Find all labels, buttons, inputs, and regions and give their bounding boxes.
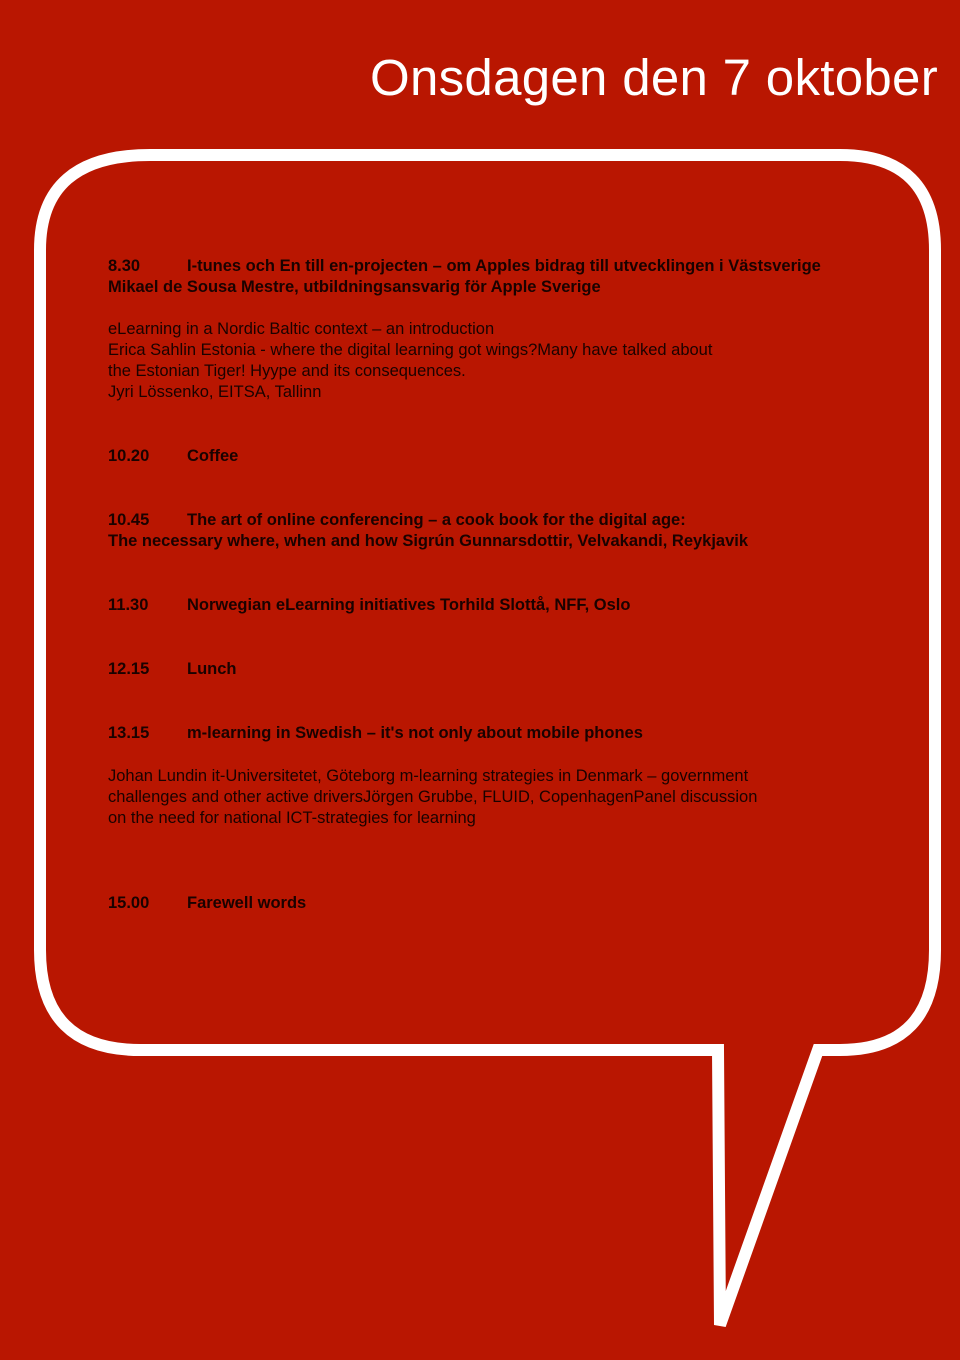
text-line: on the need for national ICT-strategies for learning xyxy=(108,809,476,827)
session-1045 xyxy=(108,510,868,552)
session-1500 xyxy=(108,893,868,914)
page-title: Onsdagen den 7 oktober xyxy=(369,49,938,106)
session-time: 10.45 xyxy=(108,511,150,529)
program-schedule xyxy=(108,256,868,914)
mlearning-details-block xyxy=(108,766,868,829)
session-830 xyxy=(108,256,868,298)
session-title: Norwegian eLearning initiatives Torhild Slottå, NFF, Oslo xyxy=(187,596,631,614)
text-line: Jyri Lössenko, EITSA, Tallinn xyxy=(108,383,322,401)
session-detail: The necessary where, when and how Sigrún Gunnarsdottir, Velvakandi, Reykjavik xyxy=(108,532,749,550)
text-line: Johan Lundin it-Universitetet, Göteborg m-learning strategies in Denmark – government xyxy=(108,767,749,785)
session-1130 xyxy=(108,595,868,616)
session-1315 xyxy=(108,723,868,744)
session-title: m-learning in Swedish – it's not only about mobile phones xyxy=(187,724,643,742)
session-1020 xyxy=(108,446,868,467)
session-time: 10.20 xyxy=(108,447,150,465)
session-title: Lunch xyxy=(187,660,237,678)
text-line: Erica Sahlin Estonia - where the digital learning got wings?Many have talked about xyxy=(108,341,713,359)
session-speaker: Mikael de Sousa Mestre, utbildningsansvarig för Apple Sverige xyxy=(108,278,601,296)
session-title: Farewell words xyxy=(187,894,307,912)
session-time: 12.15 xyxy=(108,660,150,678)
session-time: 11.30 xyxy=(108,596,149,614)
session-title: I-tunes och En till en-projecten – om Apples bidrag till utvecklingen i Västsverige xyxy=(187,257,821,275)
session-1215 xyxy=(108,659,868,680)
session-title: Coffee xyxy=(187,447,239,465)
session-title: The art of online conferencing – a cook book for the digital age: xyxy=(187,511,686,529)
text-line: eLearning in a Nordic Baltic context – an introduction xyxy=(108,320,495,338)
nordic-intro-block xyxy=(108,319,868,403)
text-line: challenges and other active driversJörgen Grubbe, FLUID, CopenhagenPanel discussion xyxy=(108,788,758,806)
session-time: 15.00 xyxy=(108,894,150,912)
session-time: 13.15 xyxy=(108,724,150,742)
text-line: the Estonian Tiger! Hyype and its consequences. xyxy=(108,362,466,380)
session-time: 8.30 xyxy=(108,257,141,275)
